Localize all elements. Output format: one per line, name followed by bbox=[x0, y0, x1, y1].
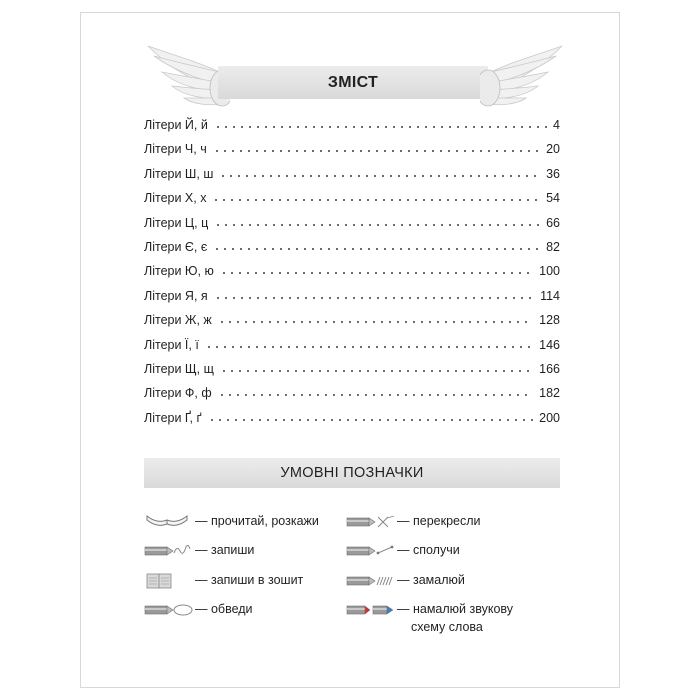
legend-item-notebook bbox=[143, 571, 303, 591]
dot-leader bbox=[205, 346, 533, 348]
legend-item-write bbox=[143, 541, 254, 561]
toc-entry-page: 54 bbox=[546, 191, 560, 206]
toc-entry-label: Літери Ю, ю bbox=[144, 264, 214, 279]
toc-entry-label: Літери Я, я bbox=[144, 288, 208, 303]
toc-entry-page: 4 bbox=[553, 118, 560, 132]
toc-entry[interactable] bbox=[144, 108, 560, 132]
right-wing-icon bbox=[480, 28, 570, 108]
left-wing-icon bbox=[140, 28, 230, 108]
dot-leader bbox=[213, 150, 540, 152]
toc-entry-label: Літери Щ, щ bbox=[144, 362, 214, 376]
toc-entry[interactable] bbox=[144, 328, 560, 352]
toc-entry-label: Літери Ч, ч bbox=[144, 142, 207, 157]
legend-item-text: — запиши bbox=[195, 543, 255, 557]
toc-entry[interactable] bbox=[144, 279, 560, 303]
dot-leader bbox=[218, 321, 533, 323]
toc-entry-label: Літери Ґ, ґ bbox=[144, 410, 202, 425]
toc-entry-label: Літери Ц, ц bbox=[144, 215, 209, 230]
dot-leader bbox=[220, 370, 533, 372]
legend-item-text: — прочитай, розкажи bbox=[195, 514, 319, 528]
page-title: ЗМІСТ bbox=[327, 74, 379, 91]
dot-leader bbox=[219, 175, 540, 177]
pencil-connect-icon bbox=[345, 541, 397, 561]
legend-item-text: — перекресли bbox=[397, 514, 481, 528]
legend-item-shade bbox=[345, 571, 465, 591]
dot-leader bbox=[218, 394, 533, 396]
pencil-cross-icon bbox=[345, 512, 397, 532]
pencil-circle-icon bbox=[143, 600, 195, 620]
toc-entry-label: Літери Х, х bbox=[144, 191, 207, 206]
legend-item-text: — замалюй bbox=[397, 573, 465, 587]
toc-entry[interactable] bbox=[144, 132, 560, 156]
legend-item-trace bbox=[143, 600, 253, 620]
toc-entry-page: 20 bbox=[546, 142, 560, 157]
legend-item-text: — намалюй звукову bbox=[397, 602, 514, 616]
toc-entry[interactable] bbox=[144, 181, 560, 205]
toc-entry[interactable] bbox=[144, 401, 560, 425]
dot-leader bbox=[212, 199, 540, 201]
legend-item-text: — запиши в зошит bbox=[195, 573, 304, 587]
legend-item-connect bbox=[345, 541, 460, 561]
toc-entry-label: Літери Й, й bbox=[144, 118, 208, 132]
pencil-wave-icon bbox=[143, 541, 195, 561]
toc-entry-label: Літери Є, є bbox=[144, 240, 208, 254]
legend-title: УМОВНІ ПОЗНАЧКИ bbox=[280, 465, 424, 481]
legend-item-text-block bbox=[397, 600, 513, 636]
legend-item-text-continued: схему слова bbox=[411, 620, 483, 634]
dot-leader bbox=[220, 272, 533, 274]
toc-entry-label: Літери Ж, ж bbox=[144, 313, 212, 328]
toc-entry-page: 166 bbox=[539, 362, 560, 376]
toc-entry-label: Літери Ї, ї bbox=[144, 337, 199, 352]
dot-leader bbox=[214, 297, 534, 299]
toc-entry-page: 100 bbox=[539, 264, 560, 279]
dot-leader bbox=[214, 224, 540, 226]
toc-entry-page: 82 bbox=[546, 240, 560, 254]
open-book-icon bbox=[143, 512, 195, 532]
legend-item-text: — обведи bbox=[195, 602, 253, 616]
toc-entry[interactable] bbox=[144, 230, 560, 254]
toc-entry-label: Літери Ф, ф bbox=[144, 386, 212, 401]
toc-entry[interactable] bbox=[144, 254, 560, 278]
toc-entry[interactable] bbox=[144, 303, 560, 327]
toc-entry[interactable] bbox=[144, 206, 560, 230]
toc-entry-page: 182 bbox=[539, 386, 560, 401]
toc-entry[interactable] bbox=[144, 352, 560, 376]
legend-item-sound-scheme bbox=[345, 600, 513, 636]
pencil-hatch-icon bbox=[345, 571, 397, 591]
toc-entry-page: 128 bbox=[539, 313, 560, 328]
legend-item-text: — сполучи bbox=[397, 543, 460, 557]
toc-entry-page: 146 bbox=[539, 337, 560, 352]
toc-entry-page: 114 bbox=[540, 288, 560, 303]
dot-leader bbox=[213, 248, 540, 250]
dot-leader bbox=[208, 419, 534, 421]
notebook-icon bbox=[143, 571, 195, 591]
pencil-sound-scheme-icon bbox=[345, 600, 397, 620]
toc-entry-label: Літери Ш, ш bbox=[144, 166, 214, 181]
toc-entry[interactable] bbox=[144, 157, 560, 181]
toc-entry-page: 66 bbox=[546, 215, 560, 230]
toc-header bbox=[140, 28, 565, 108]
legend-item-cross-out bbox=[345, 512, 481, 532]
legend-item-read bbox=[143, 512, 319, 532]
toc-entry-page: 36 bbox=[546, 166, 560, 181]
dot-leader bbox=[214, 126, 547, 128]
toc-entry[interactable] bbox=[144, 376, 560, 400]
toc-entry-page: 200 bbox=[539, 410, 560, 425]
